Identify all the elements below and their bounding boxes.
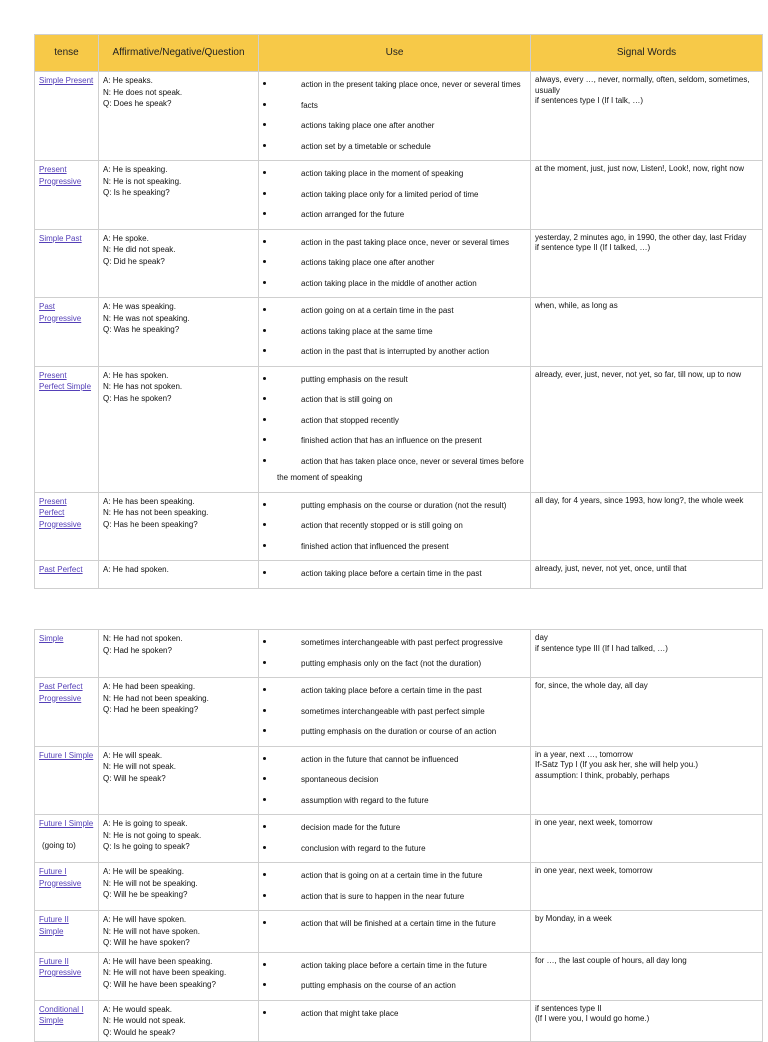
signal-words-cell — [531, 492, 763, 561]
signal-words-cell — [531, 72, 763, 161]
header-forms: Affirmative/Negative/Question — [99, 35, 259, 72]
use-item: finished action that influenced the present — [263, 537, 526, 558]
use-cell — [259, 630, 531, 678]
form-line: A: He is going to speak. — [103, 819, 188, 828]
signal-line: if sentences type I (If I talk, …) — [535, 96, 644, 105]
use-item: action that is sure to happen in the near future — [263, 887, 526, 908]
use-item: action taking place only for a limited period of time — [263, 185, 526, 206]
signal-words-cell — [531, 952, 763, 1000]
signal-line: for, since, the whole day, all day — [535, 681, 648, 690]
use-item: action arranged for the future — [263, 205, 526, 226]
form-line: N: He does not speak. — [103, 87, 183, 97]
tense-cell — [35, 229, 99, 298]
use-cell — [259, 72, 531, 161]
form-line: A: He spoke. — [103, 233, 149, 243]
tense-cell — [35, 72, 99, 161]
signal-line: by Monday, in a week — [535, 914, 612, 923]
form-line: A: He has been speaking. — [103, 496, 195, 506]
form-line: Q: Had he been speaking? — [103, 705, 199, 714]
form-line: N: He will not have spoken. — [103, 926, 200, 936]
signal-words-cell — [531, 561, 763, 589]
tense-row — [35, 815, 763, 863]
use-item: putting emphasis on the result — [263, 370, 526, 391]
use-item: putting emphasis on the course of an action — [263, 976, 526, 997]
use-item: action that is going on at a certain time in the future — [263, 866, 526, 887]
form-line: A: He will have spoken. — [103, 915, 187, 924]
signal-words-cell — [531, 630, 763, 678]
form-line: Q: Will he have been speaking? — [103, 979, 216, 989]
forms-cell — [99, 815, 259, 863]
use-item: putting emphasis only on the fact (not the duration) — [263, 654, 526, 675]
form-line: Q: Would he speak? — [103, 1027, 176, 1037]
use-cell — [259, 678, 531, 747]
use-item: action taking place before a certain time in the past — [263, 681, 526, 702]
use-item: action in the future that cannot be influenced — [263, 750, 526, 771]
use-item: finished action that has an influence on the present — [263, 431, 526, 452]
tense-link[interactable]: Simple Past — [39, 233, 82, 243]
use-list — [263, 370, 526, 489]
use-item: action in the past taking place once, never or several times — [263, 233, 526, 254]
tense-link[interactable]: Past Perfect Progressive — [39, 682, 83, 703]
signal-line: always, every …, never, normally, often, seldom, sometimes, usually — [535, 75, 750, 95]
form-line: Q: Will he have spoken? — [103, 938, 190, 947]
form-line: A: He will speak. — [103, 750, 163, 760]
header-tense: tense — [35, 35, 99, 72]
forms-cell — [99, 492, 259, 561]
tense-note: (going to) — [42, 840, 76, 850]
form-line: N: He had not been speaking. — [103, 693, 209, 703]
form-line: Q: Was he speaking? — [103, 325, 180, 334]
use-list — [263, 1004, 526, 1025]
form-line: Q: Will he speak? — [103, 773, 166, 783]
tense-row — [35, 630, 763, 678]
use-cell — [259, 1000, 531, 1042]
form-line: Q: Is he speaking? — [103, 188, 170, 197]
use-item: conclusion with regard to the future — [263, 839, 526, 860]
signal-words-cell — [531, 863, 763, 911]
signal-line: If-Satz Typ I (If you ask her, she will help you.) — [535, 760, 699, 769]
tense-cell — [35, 561, 99, 589]
use-list — [263, 164, 526, 226]
use-list — [263, 866, 526, 907]
signal-words-cell — [531, 298, 763, 367]
tenses-table-bottom — [34, 629, 763, 1042]
form-line: Q: Will he be speaking? — [103, 890, 188, 899]
tense-link[interactable]: Future I Progressive — [39, 867, 82, 888]
form-line: N: He will not be speaking. — [103, 878, 198, 888]
use-list — [263, 681, 526, 743]
signal-words-cell — [531, 746, 763, 815]
use-item: facts — [263, 96, 526, 117]
forms-cell — [99, 229, 259, 298]
tense-cell — [35, 952, 99, 1000]
signal-words-cell — [531, 911, 763, 953]
forms-cell — [99, 1000, 259, 1042]
tense-link[interactable]: Future II Simple — [39, 915, 69, 936]
signal-line: when, while, as long as — [535, 301, 618, 310]
use-item: decision made for the future — [263, 818, 526, 839]
signal-words-cell — [531, 229, 763, 298]
use-item: actions taking place at the same time — [263, 322, 526, 343]
tense-link[interactable]: Present Perfect Progressive — [39, 496, 82, 529]
tense-row — [35, 911, 763, 953]
tense-link[interactable]: Present Perfect Simple — [39, 370, 92, 391]
forms-cell — [99, 911, 259, 953]
use-list — [263, 956, 526, 997]
use-cell — [259, 298, 531, 367]
tense-row — [35, 952, 763, 1000]
signal-words-cell — [531, 815, 763, 863]
header-use: Use — [259, 35, 531, 72]
signal-line: in one year, next week, tomorrow — [535, 866, 653, 875]
tense-link[interactable]: Simple Present — [39, 76, 94, 85]
signal-words-cell — [531, 678, 763, 747]
form-line: N: He will not have been speaking. — [103, 968, 227, 977]
tense-link[interactable]: Future I Simple — [39, 750, 94, 760]
use-item: action that might take place — [263, 1004, 526, 1025]
use-cell — [259, 863, 531, 911]
tense-row — [35, 229, 763, 298]
use-item: action in the past that is interrupted by another action — [263, 342, 526, 363]
use-cell — [259, 561, 531, 589]
header-row — [35, 35, 763, 72]
form-line: A: He would speak. — [103, 1004, 172, 1014]
form-line: A: He will have been speaking. — [103, 956, 213, 966]
forms-cell — [99, 298, 259, 367]
use-cell — [259, 161, 531, 230]
tense-cell — [35, 863, 99, 911]
use-list — [263, 914, 526, 935]
form-line: Q: Has he been speaking? — [103, 519, 198, 529]
use-cell — [259, 746, 531, 815]
use-item: putting emphasis on the duration or course of an action — [263, 722, 526, 743]
use-item: action taking place in the middle of another action — [263, 274, 526, 295]
tense-row — [35, 492, 763, 561]
form-line: N: He has not spoken. — [103, 382, 183, 391]
form-line: Q: Has he spoken? — [103, 393, 172, 403]
signal-words-cell — [531, 161, 763, 230]
use-cell — [259, 229, 531, 298]
use-item: action that stopped recently — [263, 411, 526, 432]
use-item: actions taking place one after another — [263, 253, 526, 274]
tense-link[interactable]: Past Progressive — [39, 302, 82, 323]
use-list — [263, 496, 526, 558]
signal-line: day — [535, 633, 548, 642]
use-item: action taking place before a certain time in the past — [263, 564, 526, 585]
tense-row — [35, 366, 763, 492]
forms-cell — [99, 630, 259, 678]
tense-cell — [35, 492, 99, 561]
tense-cell — [35, 1000, 99, 1042]
forms-cell — [99, 561, 259, 589]
use-item: action in the present taking place once, never or several times — [263, 75, 526, 96]
tense-row — [35, 72, 763, 161]
tense-cell — [35, 161, 99, 230]
use-item: sometimes interchangeable with past perfect progressive — [263, 633, 526, 654]
signal-line: assumption: I think, probably, perhaps — [535, 770, 670, 780]
tense-row — [35, 863, 763, 911]
tense-link[interactable]: Conditional I Simple — [39, 1004, 84, 1025]
form-line: N: He was not speaking. — [103, 313, 190, 323]
signal-line: yesterday, 2 minutes ago, in 1990, the other day, last Friday — [535, 232, 747, 242]
signal-line: in a year, next …, tomorrow — [535, 749, 633, 759]
use-item: actions taking place one after another — [263, 116, 526, 137]
form-line: A: He had been speaking. — [103, 682, 196, 691]
tense-link[interactable]: Future I Simple — [39, 819, 94, 828]
use-item: action that will be finished at a certain time in the future — [263, 914, 526, 935]
tense-cell — [35, 815, 99, 863]
use-list — [263, 633, 526, 674]
use-cell — [259, 492, 531, 561]
use-item: action that has taken place once, never or several times before the moment of speaking — [263, 452, 526, 489]
header-signal-words: Signal Words — [531, 35, 763, 72]
tense-row — [35, 161, 763, 230]
tense-cell — [35, 366, 99, 492]
tense-row — [35, 561, 763, 589]
use-item: action set by a timetable or schedule — [263, 137, 526, 158]
form-line: N: He has not been speaking. — [103, 508, 209, 517]
form-line: A: He will be speaking. — [103, 867, 184, 876]
signal-line: if sentence type II (If I talked, …) — [535, 243, 651, 252]
form-line: A: He was speaking. — [103, 302, 176, 311]
tense-cell — [35, 911, 99, 953]
use-item: action going on at a certain time in the past — [263, 301, 526, 322]
forms-cell — [99, 161, 259, 230]
form-line: Q: Had he spoken? — [103, 645, 172, 655]
signal-words-cell — [531, 1000, 763, 1042]
tense-link[interactable]: Past Perfect — [39, 565, 83, 574]
tense-cell — [35, 630, 99, 678]
use-item: sometimes interchangeable with past perfect simple — [263, 702, 526, 723]
use-list — [263, 233, 526, 295]
use-list — [263, 750, 526, 812]
use-item: action that recently stopped or is still going on — [263, 516, 526, 537]
signal-words-cell — [531, 366, 763, 492]
use-list — [263, 564, 526, 585]
signal-line: if sentence type III (If I had talked, …) — [535, 643, 668, 653]
use-cell — [259, 366, 531, 492]
use-list — [263, 818, 526, 859]
use-cell — [259, 911, 531, 953]
tense-cell — [35, 746, 99, 815]
forms-cell — [99, 678, 259, 747]
forms-cell — [99, 366, 259, 492]
form-line: Q: Did he speak? — [103, 256, 165, 266]
signal-line: (If I were you, I would go home.) — [535, 1014, 650, 1023]
signal-line: all day, for 4 years, since 1993, how long?, the whole week — [535, 495, 744, 505]
form-line: A: He has spoken. — [103, 370, 169, 380]
use-item: action taking place in the moment of speaking — [263, 164, 526, 185]
signal-line: in one year, next week, tomorrow — [535, 818, 653, 827]
use-item: putting emphasis on the course or duration (not the result) — [263, 496, 526, 517]
form-line: N: He would not speak. — [103, 1016, 186, 1025]
tense-row — [35, 1000, 763, 1042]
tense-cell — [35, 298, 99, 367]
tense-cell — [35, 678, 99, 747]
tense-link[interactable]: Future II Progressive — [39, 956, 82, 977]
forms-cell — [99, 746, 259, 815]
form-line: N: He is not speaking. — [103, 176, 182, 186]
signal-line: at the moment, just, just now, Listen!, Look!, now, right now — [535, 164, 744, 173]
signal-line: if sentences type II — [535, 1003, 602, 1013]
form-line: A: He had spoken. — [103, 565, 169, 574]
use-list — [263, 301, 526, 363]
use-item: spontaneous decision — [263, 770, 526, 791]
tense-link[interactable]: Present Progressive — [39, 165, 82, 186]
tense-link[interactable]: Simple — [39, 634, 64, 643]
signal-line: already, ever, just, never, not yet, so far, till now, up to now — [535, 369, 742, 379]
forms-cell — [99, 863, 259, 911]
signal-line: already, just, never, not yet, once, until that — [535, 564, 687, 573]
use-item: action taking place before a certain time in the future — [263, 956, 526, 977]
form-line: Q: Does he speak? — [103, 99, 172, 108]
use-cell — [259, 815, 531, 863]
form-line: A: He speaks. — [103, 76, 153, 85]
forms-cell — [99, 952, 259, 1000]
form-line: N: He is not going to speak. — [103, 830, 202, 840]
forms-cell — [99, 72, 259, 161]
tense-row — [35, 746, 763, 815]
use-cell — [259, 952, 531, 1000]
form-line: N: He had not spoken. — [103, 634, 183, 643]
form-line: Q: Is he going to speak? — [103, 842, 190, 851]
tense-row — [35, 298, 763, 367]
tenses-table-top — [34, 34, 763, 589]
form-line: A: He is speaking. — [103, 165, 168, 174]
tense-row — [35, 678, 763, 747]
use-list — [263, 75, 526, 157]
use-item: action that is still going on — [263, 390, 526, 411]
signal-line: for …, the last couple of hours, all day long — [535, 955, 687, 965]
use-item: assumption with regard to the future — [263, 791, 526, 812]
form-line: N: He did not speak. — [103, 245, 176, 254]
form-line: N: He will not speak. — [103, 762, 176, 771]
